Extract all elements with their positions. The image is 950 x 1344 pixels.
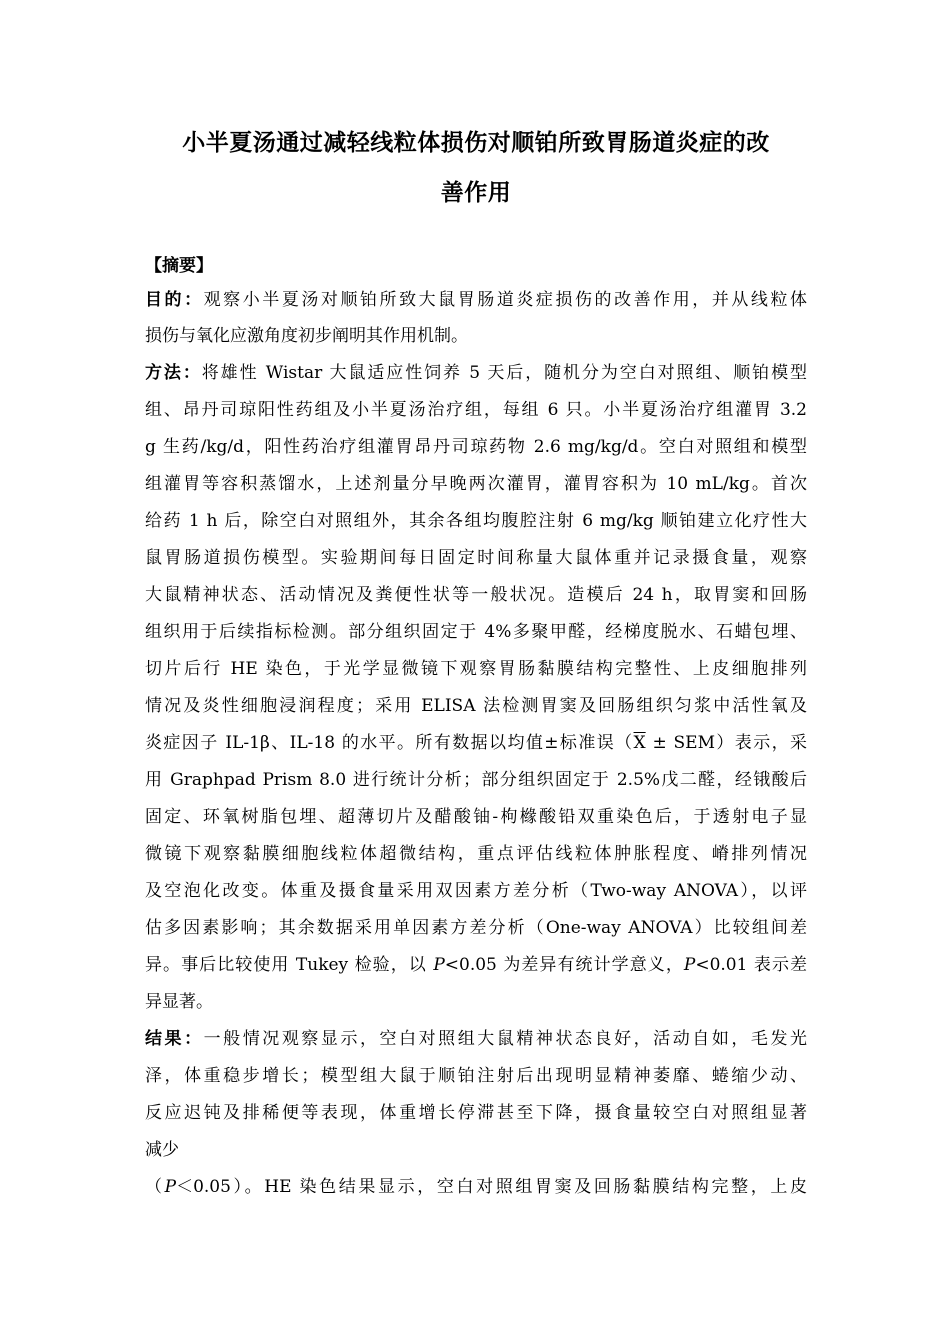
- methods-line-10: 情况及炎性细胞浸润程度；采用 ELISA 法检测胃窦及回肠组织匀浆中活性氧及: [145, 696, 807, 716]
- objective-line-2: 损伤与氧化应激角度初步阐明其作用机制。: [145, 326, 468, 346]
- methods-line-1: 方法：将雄性 Wistar 大鼠适应性饲养 5 天后，随机分为空白对照组、顺铂模型: [145, 363, 808, 383]
- results-label: 结果：: [145, 1029, 204, 1049]
- results-line-5: （P＜0.05）。HE 染色结果显示，空白对照组胃窦及回肠黏膜结构完整，上皮: [145, 1177, 807, 1197]
- methods-line-17: 异。事后比较使用 Tukey 检验，以 P<0.05 为差异有统计学意义，P<0.01 表示差: [145, 955, 808, 975]
- objective-label: 目的：: [145, 290, 204, 310]
- abstract-heading: 【摘要】: [145, 256, 213, 276]
- mean-symbol: $\overline{X}$: [633, 733, 646, 753]
- methods-line-13: 固定、环氧树脂包埋、超薄切片及醋酸铀-枸橼酸铅双重染色后，于透射电子显: [145, 807, 807, 827]
- methods-line-7: 大鼠精神状态、活动情况及粪便性状等一般状况。造模后 24 h，取胃窦和回肠: [145, 585, 807, 605]
- results-line-4: 减少: [145, 1140, 179, 1160]
- methods-line-11: 炎症因子 IL-1β、IL-18 的水平。所有数据以均值±标准误$(\overline{X} \pm SEM)$表示，采: [145, 733, 808, 753]
- methods-line-14: 微镜下观察黏膜细胞线粒体超微结构，重点评估线粒体肿胀程度、嵴排列情况: [145, 844, 807, 864]
- methods-line-9: 切片后行 HE 染色，于光学显微镜下观察胃肠黏膜结构完整性、上皮细胞排列: [145, 659, 807, 679]
- methods-line-8: 组织用于后续指标检测。部分组织固定于 4%多聚甲醛，经梯度脱水、石蜡包埋、: [145, 622, 807, 642]
- results-line-1: 结果：一般情况观察显示，空白对照组大鼠精神状态良好，活动自如，毛发光: [145, 1029, 808, 1049]
- methods-line-16: 估多因素影响；其余数据采用单因素方差分析（One-way ANOVA）比较组间差: [145, 918, 807, 938]
- methods-line-5: 给药 1 h 后，除空白对照组外，其余各组均腹腔注射 6 mg/kg 顺铂建立化疗性大: [145, 511, 807, 531]
- objective-line-1: 目的：观察小半夏汤对顺铂所致大鼠胃肠道炎症损伤的改善作用，并从线粒体: [145, 290, 808, 310]
- methods-line-3: g 生药/kg/d，阳性药治疗组灌胃昂丹司琼药物 2.6 mg/kg/d。空白对照组和模型: [145, 437, 807, 457]
- methods-line-2: 组、昂丹司琼阳性药组及小半夏汤治疗组，每组 6 只。小半夏汤治疗组灌胃 3.2: [145, 400, 807, 420]
- methods-line-15: 及空泡化改变。体重及摄食量采用双因素方差分析（Two-way ANOVA），以评: [145, 881, 807, 901]
- methods-line-18: 异显著。: [145, 992, 213, 1012]
- methods-line-12: 用 Graphpad Prism 8.0 进行统计分析；部分组织固定于 2.5%戊二醛，经锇酸后: [145, 770, 807, 790]
- results-line-3: 反应迟钝及排稀便等表现，体重增长停滞甚至下降，摄食量较空白对照组显著: [145, 1103, 807, 1123]
- results-line-2: 泽，体重稳步增长；模型组大鼠于顺铂注射后出现明显精神萎靡、蜷缩少动、: [145, 1066, 807, 1086]
- methods-line-6: 鼠胃肠道损伤模型。实验期间每日固定时间称量大鼠体重并记录摄食量，观察: [145, 548, 807, 568]
- methods-line-4: 组灌胃等容积蒸馏水，上述剂量分早晚两次灌胃，灌胃容积为 10 mL/kg。首次: [145, 474, 807, 494]
- paper-title-line-2: 善作用: [440, 180, 512, 206]
- paper-title-line-1: 小半夏汤通过减轻线粒体损伤对顺铂所致胃肠道炎症的改: [182, 130, 770, 156]
- methods-label: 方法：: [145, 363, 202, 383]
